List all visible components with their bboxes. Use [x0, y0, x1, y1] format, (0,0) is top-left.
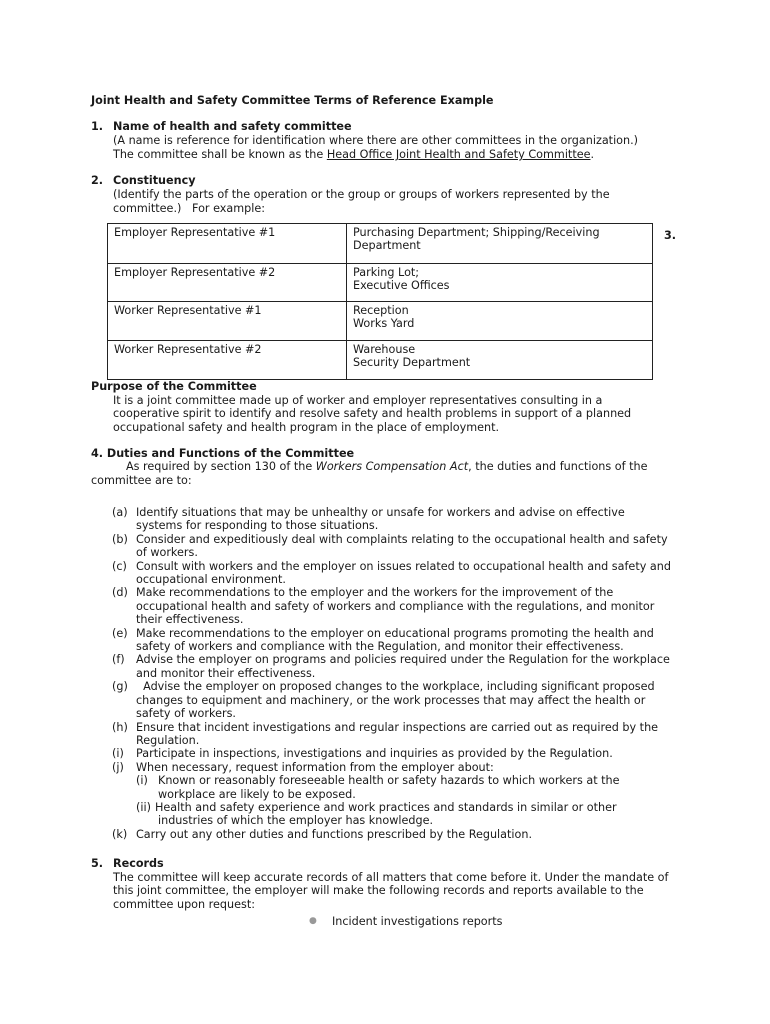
- list-item-line: Regulation.: [136, 733, 200, 747]
- list-item-label: (j): [112, 760, 124, 774]
- section-5-line-1: The committee will keep accurate records of all matters that come before it. Under the mandate of: [113, 871, 669, 884]
- table-cell-representative: Employer Representative #2: [108, 264, 347, 302]
- list-item: [112, 761, 687, 774]
- list-item-label: (i): [112, 747, 124, 761]
- section-5-line-3: committee upon request:: [113, 898, 255, 911]
- section-4-intro-prefix: As required by section 130 of the: [126, 460, 316, 473]
- section-4-heading: 4. Duties and Functions of the Committee: [91, 447, 355, 460]
- list-item-line: occupational health and safety of workers and compliance with the regulations, and monitor: [136, 599, 655, 613]
- section-1-title: Name of health and safety committee: [113, 120, 352, 133]
- list-item-line: Advise the employer on programs and policies required under the Regulation for the workplace: [136, 653, 670, 667]
- list-item-label: (h): [112, 720, 128, 734]
- table-cell-area: [347, 264, 653, 302]
- section-4-intro: [126, 460, 647, 473]
- table-cell-area: [347, 302, 653, 341]
- section-2-number: 2.: [91, 174, 104, 187]
- document-title: Joint Health and Safety Committee Terms of Reference Example: [91, 94, 494, 107]
- sub-list-item: [112, 801, 687, 828]
- list-item-line: Advise the employer on proposed changes to the workplace, including significant proposed: [136, 680, 655, 694]
- section-1-line-2-prefix: The committee shall be known as the: [113, 148, 327, 161]
- sub-list-item-label: (ii): [136, 800, 151, 814]
- list-item-label: (k): [112, 827, 128, 841]
- list-item-line: Ensure that incident investigations and regular inspections are carried out as required by the: [136, 720, 659, 734]
- list-item: [112, 680, 687, 720]
- sub-list-item: [112, 774, 687, 801]
- sub-list-item-line: workplace are likely to be exposed.: [158, 787, 356, 801]
- table-cell-representative: Worker Representative #1: [108, 302, 347, 341]
- table-cell-area-line-2: Executive Offices: [353, 279, 450, 293]
- list-item-label: (d): [112, 586, 128, 600]
- table-cell-area: [347, 341, 653, 380]
- list-item: [112, 586, 687, 626]
- act-name: Workers Compensation Act: [315, 460, 469, 473]
- section-2-heading: [91, 174, 196, 187]
- table-cell-representative: Worker Representative #2: [108, 341, 347, 380]
- section-1-line-2: [113, 148, 594, 161]
- bullet-icon: ●: [309, 916, 317, 926]
- sub-list-item-line: Health and safety experience and work practices and standards in similar or other: [155, 800, 617, 814]
- list-item: [112, 747, 687, 760]
- list-item: [112, 560, 687, 587]
- list-item-line: systems for responding to those situations.: [136, 519, 379, 533]
- table-row: [108, 224, 653, 264]
- list-item-label: (a): [112, 506, 128, 519]
- section-3-line-3: occupational safety and health program in the place of employment.: [113, 421, 500, 434]
- table-cell-area-line-1: Reception: [353, 304, 409, 317]
- list-item: [112, 653, 687, 680]
- section-4-intro-suffix: , the duties and functions of the: [468, 460, 648, 473]
- list-item-line: Consult with workers and the employer on issues related to occupational health and safety and: [136, 559, 671, 573]
- list-item: [112, 828, 687, 841]
- table-cell-area-line-1: Purchasing Department; Shipping/Receiving: [353, 226, 600, 239]
- duties-list: [112, 506, 687, 841]
- list-item-line: When necessary, request information from the employer about:: [136, 760, 494, 774]
- list-item-line: and monitor their effectiveness.: [136, 666, 316, 680]
- list-item-line: changes to equipment and machinery, or the work processes that may affect the health or: [136, 693, 646, 707]
- table-cell-area-line-2: Works Yard: [353, 317, 415, 331]
- list-item: [112, 533, 687, 560]
- section-5-line-2: this joint committee, the employer will make the following records and reports available to the: [113, 884, 644, 897]
- table-row: [108, 341, 653, 380]
- section-1-line-1: (A name is reference for identification where there are other committees in the organization.): [113, 134, 639, 147]
- section-4-intro-line-2: committee are to:: [91, 474, 192, 487]
- section-2-line-1: (Identify the parts of the operation or the group or groups of workers represented by the: [113, 188, 610, 201]
- section-5-number: 5.: [91, 857, 104, 870]
- section-3-heading: Purpose of the Committee: [91, 380, 257, 393]
- section-2-line-2: committee.) For example:: [113, 202, 265, 215]
- list-item-line: Make recommendations to the employer on educational programs promoting the health and: [136, 626, 654, 640]
- list-item-label: (b): [112, 532, 128, 546]
- list-item-line: occupational environment.: [136, 573, 286, 587]
- table-cell-area-line-1: Parking Lot;: [353, 266, 420, 279]
- list-item-line: Consider and expeditiously deal with complaints relating to the occupational health and safety: [136, 532, 668, 546]
- list-item-line: safety of workers and compliance with the Regulation, and monitor their effectiveness.: [136, 640, 624, 654]
- list-item-line: Carry out any other duties and functions prescribed by the Regulation.: [136, 827, 533, 841]
- list-item-line: their effectiveness.: [136, 613, 244, 627]
- list-item-line: of workers.: [136, 546, 198, 560]
- table-row: [108, 264, 653, 302]
- table-cell-area-line-2: Security Department: [353, 356, 471, 370]
- list-item: [112, 506, 687, 533]
- section-5-heading: [91, 857, 164, 870]
- list-item-line: Identify situations that may be unhealthy or unsafe for workers and advise on effective: [136, 506, 625, 519]
- sub-list-item-line: Known or reasonably foreseeable health or safety hazards to which workers at the: [158, 774, 620, 788]
- section-1-number: 1.: [91, 120, 104, 133]
- section-3-number: 3.: [664, 229, 677, 242]
- list-item: [112, 627, 687, 654]
- sub-list-item-label: (i): [136, 774, 148, 788]
- list-item-label: (f): [112, 653, 125, 667]
- table-cell-area-line-1: Warehouse: [353, 343, 416, 356]
- section-1-heading: [91, 120, 352, 133]
- list-item-line: safety of workers.: [136, 707, 236, 721]
- table-cell-area-line-2: Department: [353, 239, 421, 253]
- committee-name-link: Head Office Joint Health and Safety Committee: [326, 148, 591, 161]
- section-2-title: Constituency: [113, 174, 196, 187]
- table-cell-area: [347, 224, 653, 264]
- list-item-label: (c): [112, 559, 127, 573]
- table-row: [108, 302, 653, 341]
- bullet-item: Incident investigations reports: [332, 915, 503, 928]
- section-3-line-1: It is a joint committee made up of worker and employer representatives consulting in a: [113, 394, 603, 407]
- constituency-table: [107, 223, 653, 380]
- table-cell-representative: Employer Representative #1: [108, 224, 347, 264]
- list-item-label: (e): [112, 626, 128, 640]
- section-1-line-2-suffix: .: [590, 148, 595, 161]
- list-item-label: (g): [112, 680, 128, 694]
- section-5-title: Records: [113, 857, 164, 870]
- section-3-line-2: cooperative spirit to identify and resolve safety and health problems in support of a planned: [113, 407, 632, 420]
- sub-list-item-line: industries of which the employer has knowledge.: [158, 814, 434, 828]
- list-item: [112, 721, 687, 748]
- list-item-line: Make recommendations to the employer and the workers for the improvement of the: [136, 586, 614, 600]
- list-item-line: Participate in inspections, investigations and inquiries as provided by the Regulation.: [136, 747, 613, 761]
